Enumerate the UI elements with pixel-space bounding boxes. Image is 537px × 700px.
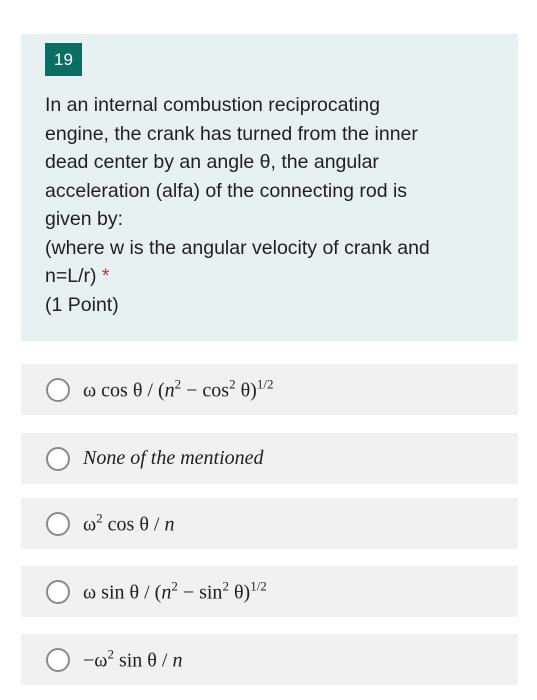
option-e[interactable] [21,634,518,685]
question-line-text: n=L/r) [45,265,97,287]
radio-button[interactable] [46,648,70,672]
question-line-last [45,262,515,291]
radio-button[interactable] [46,447,70,471]
question-number-badge: 19 [45,43,82,76]
option-c[interactable] [21,498,518,549]
option-e-label[interactable]: $-\omega^2$ sin θ / n [83,645,183,671]
question-line: given by: [45,208,124,230]
radio-button[interactable] [46,512,70,536]
radio-button[interactable] [46,580,70,604]
question-card [21,34,518,341]
question-line: acceleration (alfa) of the connecting rod is [45,179,408,202]
required-asterisk: * [101,265,110,287]
option-b-label[interactable]: None of the mentioned [83,446,264,469]
points-label: (1 Point) [45,293,119,316]
option-c-label[interactable]: $\omega^2$ cos θ / n [83,509,175,535]
option-d-label[interactable]: ω $\sin \theta / (n^2 - \sin^2 \theta)^{1/2}$ [83,577,267,603]
question-text [45,91,515,319]
question-line: engine, the crank has turned from the inner [45,122,418,145]
question-line: In an internal combustion reciprocating [45,94,380,116]
option-a[interactable] [21,364,518,415]
question-line: dead center by an angle θ, the angular [45,151,379,173]
question-line: (where w is the angular velocity of crank and [45,236,430,259]
option-b[interactable] [21,433,518,484]
option-d[interactable] [21,566,518,617]
option-a-label[interactable]: ω $\cos \theta / (n^2 - \cos^2 \theta)^{1/2}$ [83,375,274,401]
radio-button[interactable] [46,378,70,402]
